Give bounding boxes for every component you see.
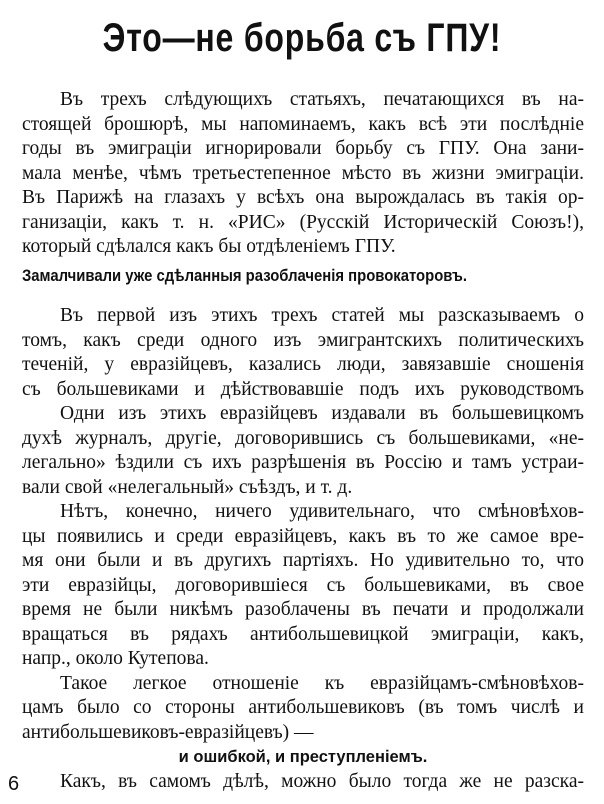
text-line: цамъ было со стороны антибольшевиковъ (въ томъ числѣ и <box>22 697 584 718</box>
text-line: вали свой «нелегальный» съѣздъ, и т. д. <box>22 476 353 498</box>
text-line: Какъ, въ самомъ дѣлѣ, можно было тогда же не разска- <box>60 771 584 792</box>
text-line: мала менѣе, чѣмъ третьестепенное мѣсто въ жизни эмиграціи. <box>22 162 584 184</box>
text-line: вращаться въ рядахъ антибольшевицкой эмиграціи, какъ, <box>22 623 584 645</box>
text-line: антибольшевиковъ-евразійцевъ) — <box>22 721 314 743</box>
text-line: стоящей брошюрѣ, мы напоминаемъ, какъ всѣ эти послѣдніе <box>22 113 584 135</box>
text-line: который сдѣлался какъ бы отдѣленіемъ ГПУ. <box>22 236 396 257</box>
body-paragraphs <box>22 304 584 745</box>
text-line: годы въ эмиграціи игнорировали борьбу съ ГПУ. Она зани- <box>22 138 584 159</box>
last-paragraph <box>60 770 584 795</box>
text-line: ганизаціи, какъ т. н. «РИС» (Русскій Историческій Союзъ!), <box>22 211 584 233</box>
section-subheading: Замалчивали уже сдѣланныя разоблаченія провокаторовъ. <box>22 267 467 285</box>
centered-phrase: и ошибкой, и преступленіемъ. <box>178 748 428 766</box>
text-line: цы появились и среди евразійцевъ, какъ въ то же самое вре- <box>22 525 584 547</box>
text-line: мя они были и въ другихъ партіяхъ. Но удивительно то, что <box>22 550 584 571</box>
text-line: томъ, какъ среди одного изъ эмигрантскихъ политическихъ <box>22 329 584 351</box>
text-line: Въ трехъ слѣдующихъ статьяхъ, печатающихся въ на- <box>60 89 584 110</box>
text-line: теченій, у евразійцевъ, казались люди, завязавшіе сношенія <box>22 354 584 375</box>
text-line: эти евразійцы, договорившіеся съ большевиками, въ свое <box>22 574 584 596</box>
text-line: Въ первой изъ этихъ трехъ статей мы разсказываемъ о <box>60 305 584 326</box>
text-line: напр., около Кутепова. <box>22 648 209 669</box>
text-line: духѣ журналъ, другіе, договорившись съ большевиками, «не- <box>22 427 584 449</box>
text-line: съ большевиками и дѣйствовавшіе подъ ихъ руководствомъ <box>22 378 584 400</box>
text-line: Въ Парижѣ на глазахъ у всѣхъ она вырождалась въ такія ор- <box>22 187 584 208</box>
page-title: Это—не борьба съ ГПУ! <box>102 16 502 60</box>
text-line: Нѣтъ, конечно, ничего удивительнаго, что смѣновѣхов- <box>60 501 584 522</box>
text-line: легально» ѣздили съ ихъ разрѣшенія въ Россію и тамъ устраи- <box>22 452 584 473</box>
page-number: 6 <box>8 773 20 795</box>
text-line: Такое легкое отношеніе къ евразійцамъ-смѣновѣхов- <box>60 672 584 694</box>
text-line: время не были никѣмъ разоблачены въ печати и продолжали <box>22 599 584 620</box>
intro-paragraph <box>22 88 584 260</box>
text-line: Одни изъ этихъ евразійцевъ издавали въ большевицкомъ <box>60 403 584 424</box>
